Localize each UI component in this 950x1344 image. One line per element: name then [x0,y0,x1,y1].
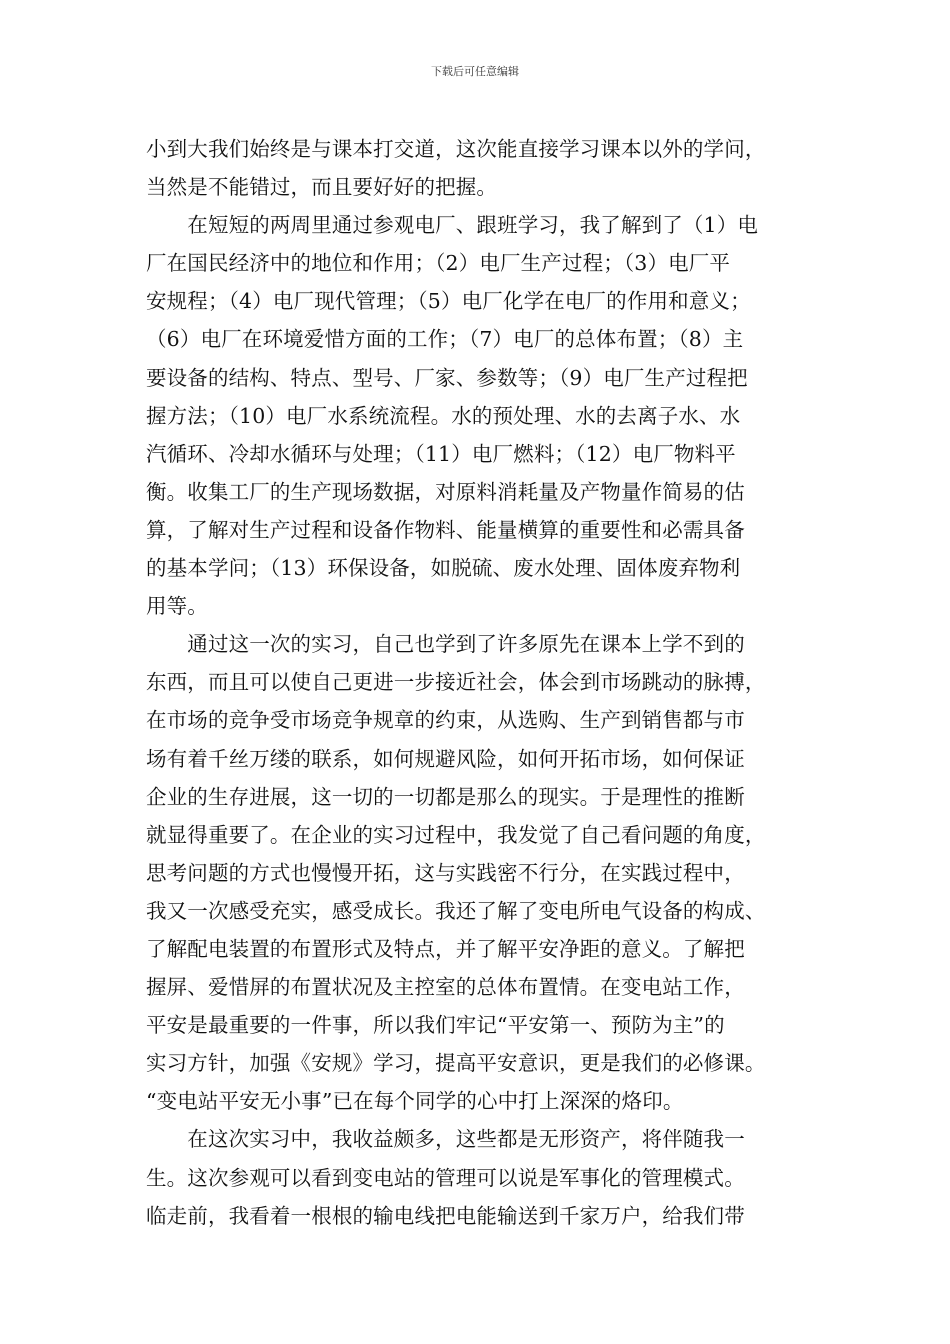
text-line: 通过这一次的实习，自己也学到了许多原先在课本上学不到的 [146,632,745,657]
page-header: 下载后可任意编辑 [431,65,519,78]
text-line: 要设备的结构、特点、型号、厂家、参数等；（9）电厂生产过程把 [146,365,748,390]
text-line: 企业的生存进展，这一切的一切都是那么的现实。于是理性的推断 [146,784,745,809]
text-line: 实习方针，加强《安规》学习，提高平安意识，更是我们的必修课。 [146,1051,766,1076]
text-line: 安规程；（4）电厂现代管理；（5）电厂化学在电厂的作用和意义； [146,289,751,314]
text-line: 在这次实习中，我收益颇多，这些都是无形资产，将伴随我一 [146,1127,745,1152]
text-line: 场有着千丝万缕的联系，如何规避风险，如何开拓市场，如何保证 [146,746,745,771]
text-line: 厂在国民经济中的地位和作用；（2）电厂生产过程；（3）电厂平 [146,251,731,276]
text-line: 算，了解对生产过程和设备作物料、能量横算的重要性和必需具备 [146,517,745,542]
document-body [146,130,806,1235]
text-line: 小到大我们始终是与课本打交道，这次能直接学习课本以外的学问， [146,137,766,161]
text-line: 握方法；（10）电厂水系统流程。水的预处理、水的去离子水、水 [146,403,741,428]
text-line: 生。这次参观可以看到变电站的管理可以说是军事化的管理模式。 [146,1165,745,1190]
text-line: “变电站平安无小事”已在每个同学的心中打上深深的烙印。 [146,1089,684,1114]
text-line: 我又一次感受充实，感受成长。我还了解了变电所电气设备的构成、 [146,898,766,923]
text-line: 思考问题的方式也慢慢开拓，这与实践密不行分，在实践过程中， [146,860,745,885]
text-line: 在市场的竞争受市场竞争规章的约束，从选购、生产到销售都与市 [146,708,745,733]
text-line: 临走前，我看着一根根的输电线把电能输送到千家万户，给我们带 [146,1203,745,1228]
text-line: 就显得重要了。在企业的实习过程中，我发觉了自己看问题的角度， [146,822,766,847]
text-line: （6）电厂在环境爱惜方面的工作；（7）电厂的总体布置；（8）主 [146,327,744,352]
text-line: 在短短的两周里通过参观电厂、跟班学习，我了解到了（1）电 [146,213,759,238]
text-line: 握屏、爱惜屏的布置状况及主控室的总体布置情。在变电站工作， [146,975,745,1000]
text-line: 衡。收集工厂的生产现场数据，对原料消耗量及产物量作简易的估 [146,479,745,504]
text-line: 的基本学问；（13）环保设备，如脱硫、废水处理、固体废弃物利 [146,556,741,581]
text-line: 东西，而且可以使自己更进一步接近社会，体会到市场跳动的脉搏， [146,670,766,695]
text-line: 了解配电装置的布置形式及特点，并了解平安净距的意义。了解把 [146,936,745,961]
text-line: 当然是不能错过，而且要好好的把握。 [146,175,498,200]
text-line: 平安是最重要的一件事，所以我们牢记“平安第一、预防为主”的 [146,1013,725,1038]
text-line: 汽循环、冷却水循环与处理；（11）电厂燃料；（12）电厂物料平 [146,441,736,466]
text-line: 用等。 [146,594,208,619]
